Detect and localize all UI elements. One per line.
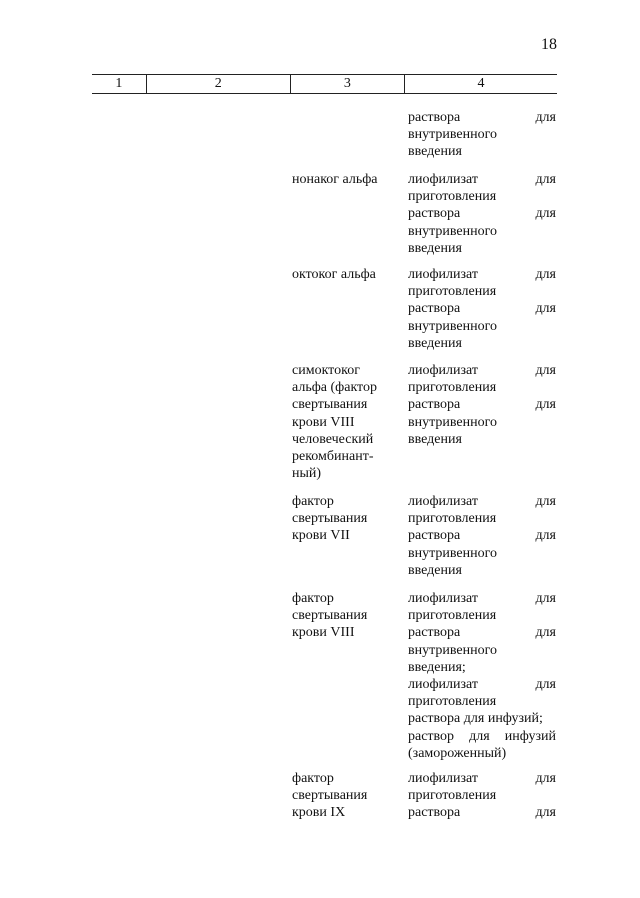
- dosage-form-line: [408, 126, 556, 143]
- dosage-form-cell: [408, 590, 556, 762]
- dosage-form-word: для: [535, 363, 556, 378]
- dosage-form-word: приготовления: [408, 284, 497, 300]
- dosage-form-line: [408, 562, 556, 579]
- drug-name-line: ный): [292, 466, 322, 482]
- dosage-form-line: [408, 804, 556, 821]
- dosage-form-word: введения: [408, 562, 462, 578]
- dosage-form-line: [408, 109, 556, 126]
- drug-name-line: свертывания: [292, 397, 368, 413]
- drug-name-line: крови IX: [292, 805, 346, 821]
- dosage-form-line: [408, 693, 556, 710]
- dosage-form-word: приготовления: [408, 788, 497, 804]
- dosage-form-word: раствора: [408, 397, 461, 413]
- dosage-form-line: [408, 223, 556, 240]
- dosage-form-cell: [408, 266, 556, 352]
- dosage-form-word: для: [535, 301, 556, 317]
- drug-name-line: крови VIII: [292, 414, 355, 430]
- dosage-form-line: [408, 527, 556, 544]
- drug-name-line: свертывания: [292, 788, 368, 804]
- dosage-form-cell: [408, 493, 556, 579]
- dosage-form-line: [408, 396, 556, 413]
- dosage-form-word: введения: [408, 240, 462, 256]
- dosage-form-word: раствора: [408, 110, 461, 125]
- dosage-form-word: для: [535, 110, 556, 125]
- drug-name-line: рекомбинант-: [292, 449, 374, 465]
- dosage-form-line: [408, 335, 556, 352]
- dosage-form-word: для: [535, 267, 556, 282]
- drug-name-line: фактор: [292, 591, 334, 606]
- dosage-form-word: для: [535, 591, 556, 606]
- dosage-form-word: для: [535, 494, 556, 509]
- dosage-form-word: лиофилизат: [408, 771, 479, 786]
- drug-name-line: симоктоког: [292, 363, 360, 378]
- dosage-form-line: [408, 728, 556, 745]
- drug-name-line: свертывания: [292, 608, 368, 624]
- dosage-form-word: лиофилизат: [408, 172, 479, 187]
- dosage-form-line: [408, 188, 556, 205]
- dosage-form-line: [408, 787, 556, 804]
- dosage-form-word: раствора: [408, 805, 461, 821]
- page-number: 18: [541, 36, 557, 53]
- drug-name-line: фактор: [292, 494, 334, 509]
- drug-name-cell: [292, 362, 404, 482]
- dosage-form-word: раствора: [408, 528, 461, 544]
- dosage-form-line: [408, 414, 556, 431]
- dosage-form-line: [408, 283, 556, 300]
- dosage-form-cell: [408, 109, 556, 161]
- drug-name-cell: [292, 171, 404, 188]
- dosage-form-line: [408, 676, 556, 693]
- dosage-form-word: введения: [408, 431, 462, 447]
- dosage-form-cell: [408, 362, 556, 448]
- dosage-form-line: [408, 493, 556, 510]
- dosage-form-word: внутривенного: [408, 223, 498, 239]
- drug-name-line: человеческий: [292, 431, 374, 447]
- dosage-form-line: [408, 143, 556, 160]
- dosage-form-line: [408, 590, 556, 607]
- dosage-form-word: лиофилизат: [408, 677, 479, 693]
- drug-name-line: крови VII: [292, 528, 350, 544]
- table-column-header: [92, 74, 557, 94]
- dosage-form-word: раствора для инфузий;: [408, 711, 543, 727]
- dosage-form-line: [408, 431, 556, 448]
- dosage-form-word: лиофилизат: [408, 494, 479, 509]
- dosage-form-word: внутривенного: [408, 318, 498, 334]
- dosage-form-line: [408, 510, 556, 527]
- dosage-form-word: приготовления: [408, 189, 497, 205]
- dosage-form-line: [408, 659, 556, 676]
- dosage-form-line: [408, 240, 556, 257]
- dosage-form-cell: [408, 171, 556, 257]
- dosage-form-word: для: [469, 728, 490, 744]
- drug-name-cell: [292, 770, 404, 822]
- dosage-form-word: раствора: [408, 206, 461, 222]
- dosage-form-line: [408, 607, 556, 624]
- column-header-1: 1: [92, 75, 147, 93]
- dosage-form-line: [408, 171, 556, 188]
- dosage-form-line: [408, 318, 556, 335]
- dosage-form-word: внутривенного: [408, 414, 498, 430]
- dosage-form-word: раствора: [408, 625, 461, 641]
- dosage-form-line: [408, 710, 556, 727]
- dosage-form-word: (замороженный): [408, 745, 507, 761]
- dosage-form-word: внутривенного: [408, 545, 498, 561]
- column-header-4: 4: [477, 76, 485, 91]
- dosage-form-word: внутривенного: [408, 127, 498, 143]
- drug-name-line: октоког альфа: [292, 267, 376, 282]
- dosage-form-word: введения: [408, 144, 462, 160]
- drug-name-line: фактор: [292, 771, 334, 786]
- dosage-form-line: [408, 300, 556, 317]
- dosage-form-line: [408, 624, 556, 641]
- dosage-form-line: [408, 770, 556, 787]
- drug-name-line: свертывания: [292, 511, 368, 527]
- dosage-form-line: [408, 362, 556, 379]
- dosage-form-line: [408, 379, 556, 396]
- dosage-form-word: приготовления: [408, 608, 497, 624]
- dosage-form-word: для: [535, 625, 556, 641]
- drug-name-cell: [292, 493, 404, 545]
- dosage-form-word: внутривенного: [408, 642, 498, 658]
- column-header-2: 2: [147, 75, 291, 93]
- dosage-form-word: раствора: [408, 301, 461, 317]
- dosage-form-word: приготовления: [408, 694, 497, 710]
- dosage-form-word: приготовления: [408, 511, 497, 527]
- dosage-form-word: лиофилизат: [408, 363, 479, 378]
- dosage-form-word: для: [535, 528, 556, 544]
- dosage-form-word: для: [535, 397, 556, 413]
- dosage-form-word: лиофилизат: [408, 591, 479, 606]
- dosage-form-word: лиофилизат: [408, 267, 479, 282]
- dosage-form-word: для: [535, 805, 556, 821]
- dosage-form-line: [408, 545, 556, 562]
- dosage-form-word: введения: [408, 335, 462, 351]
- drug-name-cell: [292, 266, 404, 283]
- drug-name-line: крови VIII: [292, 625, 355, 641]
- dosage-form-word: приготовления: [408, 380, 497, 396]
- dosage-form-word: для: [535, 172, 556, 187]
- drug-name-cell: [292, 590, 404, 642]
- dosage-form-word: для: [535, 771, 556, 786]
- dosage-form-line: [408, 745, 556, 762]
- dosage-form-line: [408, 266, 556, 283]
- drug-name-line: альфа (фактор: [292, 380, 377, 396]
- dosage-form-cell: [408, 770, 556, 822]
- dosage-form-word: раствор: [408, 728, 455, 744]
- dosage-form-word: введения;: [408, 659, 466, 675]
- column-header-3: 3: [291, 75, 405, 93]
- dosage-form-word: для: [535, 206, 556, 222]
- dosage-form-line: [408, 642, 556, 659]
- dosage-form-line: [408, 205, 556, 222]
- dosage-form-word: для: [535, 677, 556, 693]
- dosage-form-word: инфузий: [504, 728, 556, 744]
- drug-name-line: нонаког альфа: [292, 172, 378, 187]
